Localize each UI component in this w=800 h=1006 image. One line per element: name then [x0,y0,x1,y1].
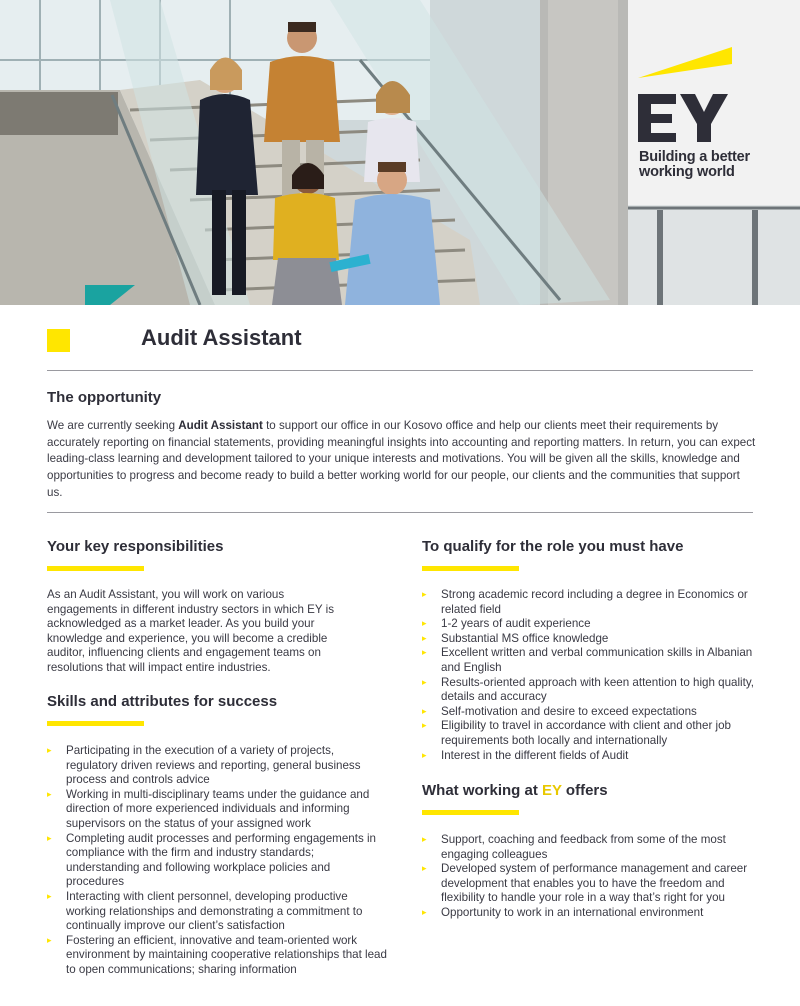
title-divider [47,370,753,371]
skills-list [47,744,387,978]
list-item: ▸ Substantial MS office knowledge [422,632,757,647]
offers-heading-suffix: offers [561,782,608,799]
list-item: ▸ Results-oriented approach with keen attention to high quality, details and accuracy [422,676,757,705]
opportunity-text [47,418,757,502]
list-item: ▸ Strong academic record including a degree in Economics or related field [422,588,757,617]
list-item: ▸ Fostering an efficient, innovative and team-oriented work environment by maintaining cooperative relationships that lead to open communications; sharing information [47,934,387,978]
list-item: ▸ Eligibility to travel in accordance with client and other job requirements both locally and internationally [422,719,757,748]
opportunity-body: to support our office in our Kosovo office and help our clients meet their requirements by accurately reporting on financial statements, providing meaningful insights into accounting and reporting matters. In return, you can expect leading-class learning and development tailored to your unique interests and motivations. You will be given all the skills, knowledge and opportunities to progress and become ready to build a better working world for our people, our clients and the communities that support us. [47,419,756,499]
list-item: ▸ Interest in the different fields of Audit [422,749,757,764]
list-item: ▸ Developed system of performance management and career development that enables you to have the freedom and flexibility to handle your role in a way that’s right for you [422,862,757,906]
opportunity-intro: We are currently seeking [47,419,179,432]
qualify-list [422,588,757,763]
list-item: ▸ Opportunity to work in an international environment [422,906,757,921]
list-item: ▸ Participating in the execution of a variety of projects, regulatory driven reviews and reporting, general business process and controls advice [47,744,387,788]
offers-list [422,833,757,921]
list-item: ▸ Self-motivation and desire to exceed expectations [422,705,757,720]
list-item: ▸ 1-2 years of audit experience [422,617,757,632]
list-item: ▸ Interacting with client personnel, developing productive working relationships and demonstrating a commitment to continually improve our client’s satisfaction [47,890,387,934]
page-title: Audit Assistant [141,325,302,350]
opportunity-role: Audit Assistant [178,419,263,432]
skills-underline [47,721,144,726]
offers-underline [422,810,519,815]
qualify-underline [422,566,519,571]
list-item: ▸ Excellent written and verbal communication skills in Albanian and English [422,646,757,675]
offers-heading-prefix: What working at [422,782,542,799]
list-item: ▸ Support, coaching and feedback from some of the most engaging colleagues [422,833,757,862]
list-item: ▸ Working in multi-disciplinary teams under the guidance and direction of more experienced individuals and informing supervisors on the status of your assigned work [47,788,387,832]
responsibilities-heading: Your key responsibilities [47,538,224,555]
list-item: ▸ Completing audit processes and performing engagements in compliance with the firm and industry standards; understanding and following workplace policies and procedures [47,832,387,890]
responsibilities-text: As an Audit Assistant, you will work on various engagements in different industry sectors in which EY is acknowledged as a market leader. As you build your knowledge and experience, you will become a credible auditor, influencing clients and engagement teams on resolutions that will impact entire industries. [47,588,334,674]
title-accent-square [47,329,70,352]
hero-banner [0,0,800,305]
ey-logo-icon [638,44,758,144]
offers-heading-highlight: EY [542,782,562,799]
offers-heading [422,782,608,799]
qualify-heading: To qualify for the role you must have [422,538,684,555]
opportunity-divider [47,512,753,513]
opportunity-heading: The opportunity [47,389,162,406]
tagline-line-1: Building a better [639,149,750,165]
responsibilities-underline [47,566,144,571]
tagline-line-2: working world [639,164,735,180]
skills-heading: Skills and attributes for success [47,693,278,710]
brand-tagline [639,150,789,180]
